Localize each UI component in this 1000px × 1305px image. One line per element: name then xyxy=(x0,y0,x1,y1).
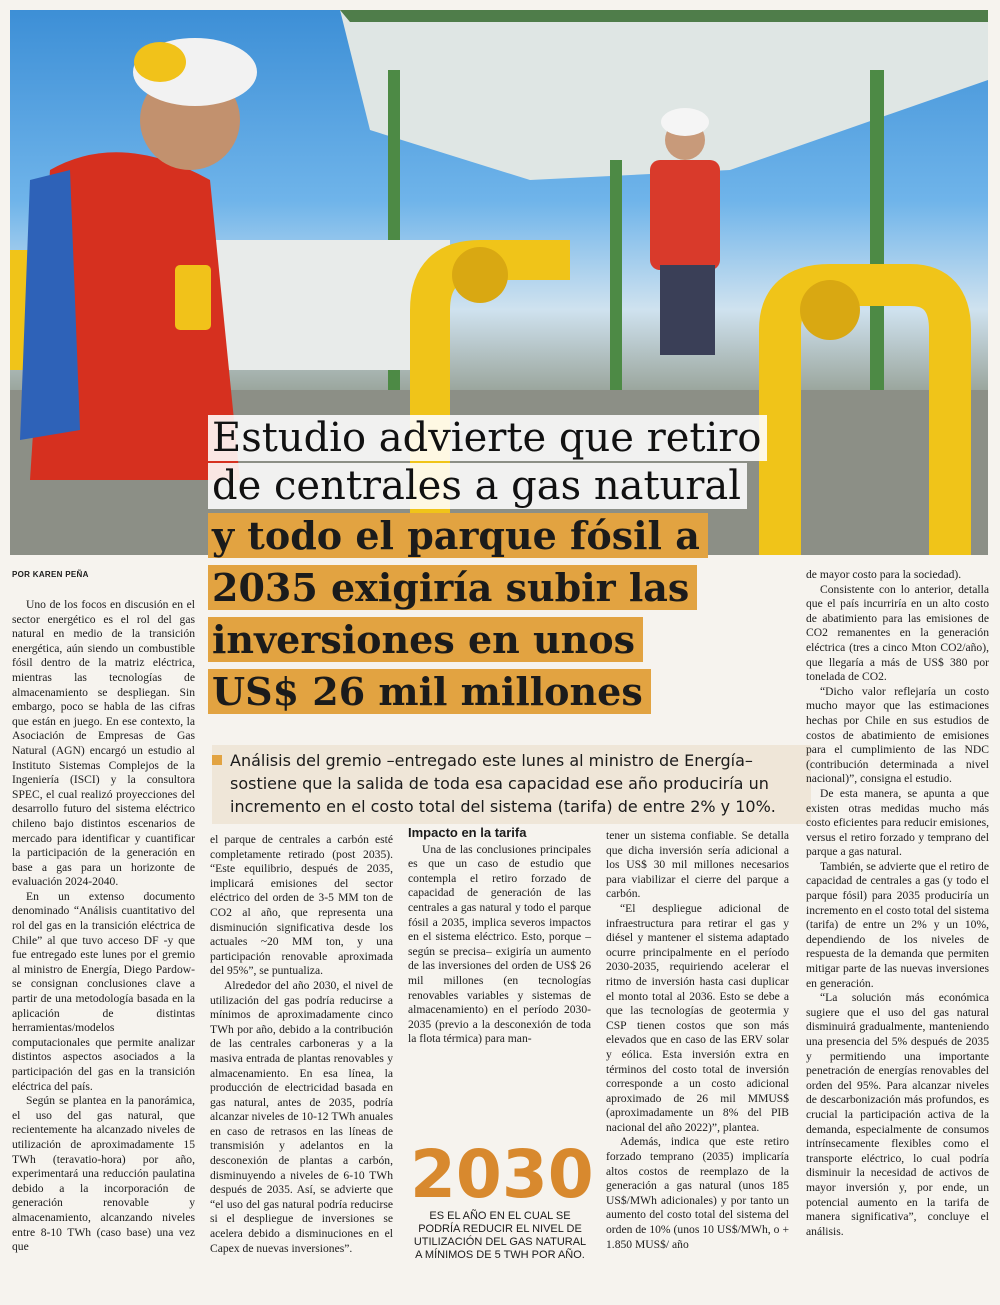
paragraph: Además, indica que este retiro forzado temprano (2035) implicaría altos costos de reemplazo de la generación a gas natural (unos 185 US$/MWh adicionales) y por tanto un aumento del costo total del sistema del orden de 10% (unos 10 US$/MWh, o + 1.850 MUS$/ año xyxy=(606,1135,789,1251)
paragraph: tener un sistema confiable. Se detalla que dicha inversión sería adicional a los US$ 30 mil millones necesarios para viabilizar el cierre del parque a carbón. xyxy=(606,829,789,901)
paragraph: Una de las conclusiones principales es que un caso de estudio que contempla el retiro forzado de capacidad de generación de las centrales a gas natural y todo el parque fósil a 2035, implica severos impactos en el sistema eléctrico. Esto, porque –según se precisa– exigiría un aumento de las inversiones del orden de US$ 26 mil millones (en tecnologías renovables variables y sistemas de almacenamiento) en el período 2030-2035 (previo a la desconexión de toda la flota térmica) para man- xyxy=(408,842,591,1046)
ear-protector xyxy=(134,42,186,82)
hard-hat xyxy=(661,108,709,136)
headline-line: Estudio advierte que retiro xyxy=(208,414,808,462)
highlight-caption: ES EL AÑO EN EL CUAL SE PODRÍA REDUCIR EL NIVEL DE UTILIZACIÓN DEL GAS NATURAL A MÍNIMOS DE 5 TWH POR AÑO. xyxy=(413,1210,587,1261)
headline-line-bold: US$ 26 mil millones xyxy=(208,666,808,718)
headline xyxy=(208,414,808,718)
paragraph: “Dicho valor reflejaría un costo mucho mayor que las estimaciones hechas por Chile en sus estudios de costos de abatimiento de emisiones para el cumplimiento de las NDC (contribución determinada a nivel nacional)”, consigna el estudio. xyxy=(806,684,989,786)
paragraph: de mayor costo para la sociedad). xyxy=(806,568,962,581)
byline: POR KAREN PEÑA xyxy=(12,570,89,579)
lead-summary xyxy=(212,745,811,824)
headline-line: de centrales a gas natural xyxy=(208,462,808,510)
worker-vest xyxy=(650,160,720,270)
article-column-1 xyxy=(12,598,195,1255)
highlight-stat xyxy=(410,1136,594,1262)
pipe-flange xyxy=(452,247,508,303)
canopy-roof xyxy=(340,10,988,180)
article-column-5 xyxy=(806,568,989,1239)
article-column-2 xyxy=(210,833,393,1256)
paragraph: “El despliegue adicional de infraestructura para retirar el gas y diésel y mantener el sistema adaptado ocurre principalmente en el período 2030-2035, requiriendo acelerar el ritmo de inversión hasta casi duplicar el monto total al 2036. Esto se debe a que las tecnologías de geotermia y CSP tienen costos que son más elevados que en caso de las ERV solar y eólica. Esta inversión extra en términos del costo total de inversión corresponde a un costo adicional aproximado de 26 mil MMUS$ (aproximadamente un 8% del PIB nacional del año 2022)”, plantea. xyxy=(606,901,789,1134)
lead-text: Análisis del gremio –entregado este lunes al ministro de Energía– sostiene que la salida de toda esa capacidad ese año produciría un incremento en el costo total del sistema (tarifa) de entre 2% y 10%. xyxy=(230,751,776,816)
canopy-edge xyxy=(340,10,988,22)
paragraph: También, se advierte que el retiro de capacidad de centrales a gas (y todo el parque fósil) para 2035 produciría un incremento en el costo total del sistema (tarifa) de entre un 2% y un 10%, dependiendo de los niveles de respuesta de la demanda que permiten mitigar parte de las nuevas inversiones en generación. xyxy=(806,859,989,990)
gas-detector xyxy=(175,265,211,330)
article-column-3 xyxy=(408,826,591,1047)
worker-trousers xyxy=(660,265,715,355)
headline-line-bold: inversiones en unos xyxy=(208,614,808,666)
paragraph: Según se plantea en la panorámica, el uso del gas natural, que recientemente ha alcanzado niveles de utilización de aproximadamente 15 TWh (teravatio-hora) por año, experimentará una reducción paulatina debido a la incorporación de generación renovable y almacenamiento, alcanzando niveles entre 8-10 TWh (caso base) una vez que xyxy=(12,1094,195,1254)
section-heading: Impacto en la tarifa xyxy=(408,825,527,840)
paragraph: Alrededor del año 2030, el nivel de utilización del gas podría reducirse a mínimos de aproximadamente cinco TWh por año, debido a la contribución de las centrales carboneras y a la masiva entrada de plantas renovables y almacenamiento. En esa línea, la producción de electricidad basada en gas natural, antes de 2035, podría alcanzar niveles de 10-12 TWh anuales en caso de retrasos en las líneas de transmisión y adelantos en la desconexión de plantas a carbón, disminuyendo a niveles de 6-10 TWh después de 2035. Así, se advierte que “el uso del gas natural podría reducirse si el despliegue de inversiones se acelera debido a disminuciones en el Capex de nuevas inversiones”. xyxy=(210,978,393,1255)
bullet-square-icon xyxy=(212,755,222,765)
article-column-4 xyxy=(606,829,789,1252)
pipe-flange xyxy=(800,280,860,340)
paragraph: En un extenso documento denominado “Análisis cuantitativo del rol del gas en la transición eléctrica de Chile” al que tuvo acceso DF -y que fue entregado este lunes por el gremio al ministro de Energía, Diego Pardow- se consignan conclusiones clave a partir de una metodología basada en la aplicación de distintas herramientas/modelos computacionales que permite analizar distintos aspectos asociados a la participación del gas en la transición eléctrica del país. xyxy=(12,889,195,1093)
paragraph: el parque de centrales a carbón esté completamente retirado (post 2035). “Este equilibrio, después de 2035, implicará emisiones del sector eléctrico del orden de 3-5 MM ton de CO2 al año, que representa una disminución significativa desde los actuales ~20 MM ton, y una participación renovable aproximada del 95%”, se puntualiza. xyxy=(210,833,393,978)
headline-line-bold: y todo el parque fósil a xyxy=(208,510,808,562)
worker-shirt xyxy=(20,170,80,440)
headline-line-bold: 2035 exigiría subir las xyxy=(208,562,808,614)
highlight-number: 2030 xyxy=(410,1136,594,1213)
paragraph: Uno de los focos en discusión en el sector energético es el rol del gas natural en medio de la transición energética, aún siendo un combustible fósil dentro de la matriz eléctrica, mientras las tecnologías de almacenamiento se despliegan. Sin embargo, poco se habla de las cifras que están en juego. En ese contexto, la Asociación de Empresas de Gas Natural (AGN) encargó un estudio al Instituto Sistemas Complejos de la Ingeniería (ISCI) y la consultora SPEC, el cual realizó proyecciones del desarrollo futuro del sistema eléctrico chileno bajo distintos escenarios de mercado para identificar y cuantificar la participación de la generación en base a gas para un horizonte de evaluación 2024-2040. xyxy=(12,598,195,889)
paragraph: Consistente con lo anterior, detalla que el país incurriría en un alto costo de abatimiento para las emisiones de CO2 remanentes en la generación eléctrica (tres a cinco Mton CO2/año), que llegaría a más de US$ 380 por tonelada de CO2. xyxy=(806,582,989,684)
paragraph: “La solución más económica sugiere que el uso del gas natural disminuirá gradualmente, manteniendo una presencia del 5% después de 2035 y permitiendo una importante penetración de energías renovables del orden del 95%. Para alcanzar niveles de descarbonización más profundos, es crucial la participación activa de la demanda, especialmente de consumos intrínsecamente flexibles como el transporte eléctrico, lo cual podría disminuir la necesidad de activos de mayor inversión y, por ende, un potencial aumento en la tarifa de manera significativa”, concluye el análisis. xyxy=(806,991,989,1238)
paragraph: De esta manera, se apunta a que existen otras medidas mucho más costo eficientes para reducir emisiones, versus el retiro forzado y temprano del parque a gas natural. xyxy=(806,786,989,859)
